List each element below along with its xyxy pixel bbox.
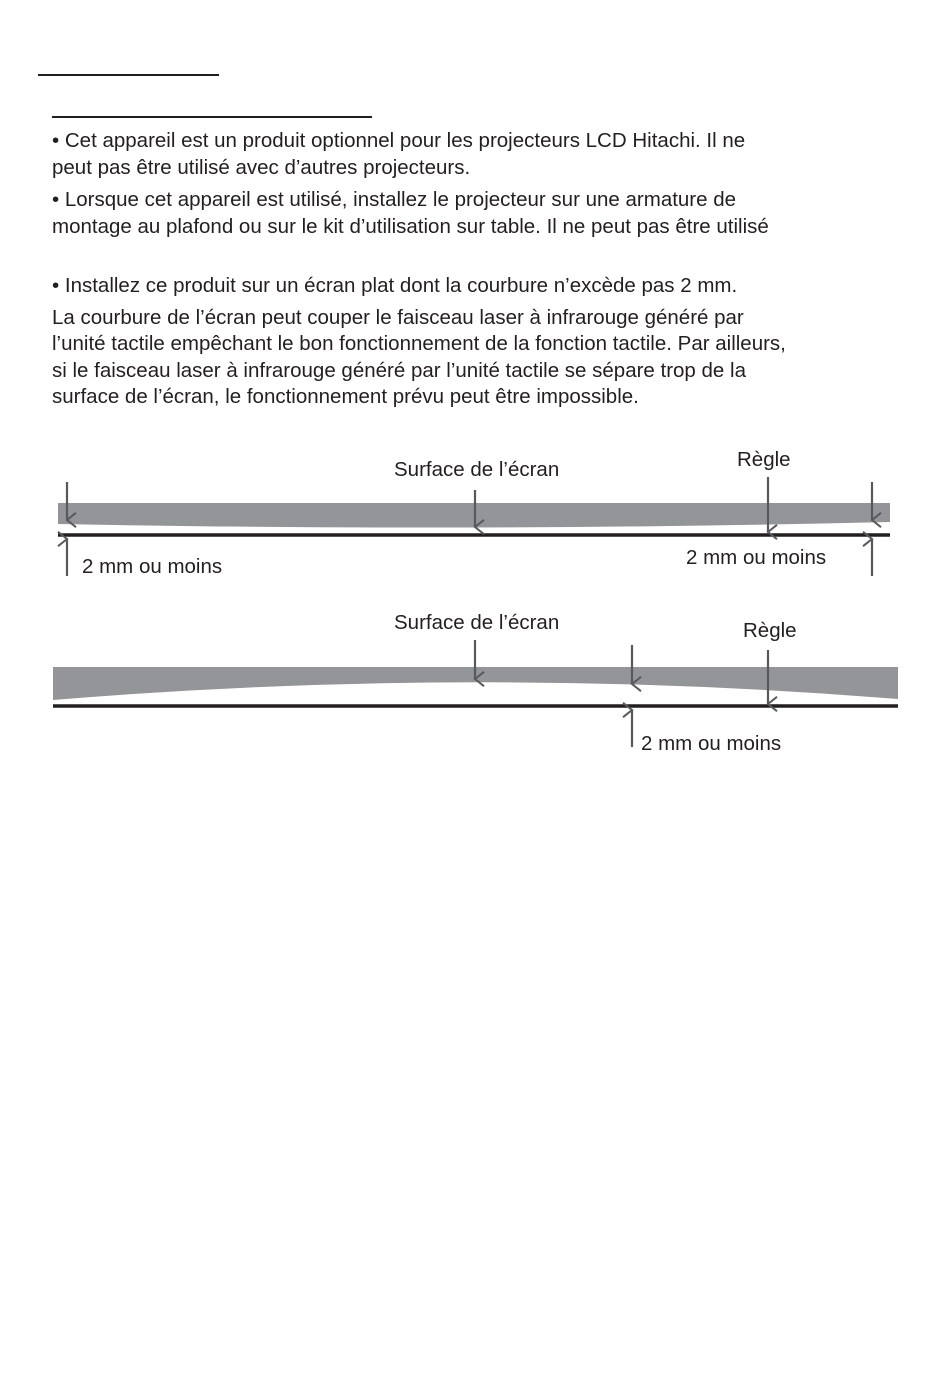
text-line: montage au plafond ou sur le kit d’utilisation sur table. Il ne peut pas être utilisé	[52, 214, 769, 238]
text-line: l’unité tactile empêchant le bon fonctionnement de la fonction tactile. Par ailleurs,	[52, 332, 786, 355]
ruler-label: Règle	[743, 619, 797, 642]
text-line: surface de l’écran, le fonctionnement prévu peut être impossible.	[52, 385, 639, 408]
surface-label: Surface de l’écran	[394, 611, 560, 634]
gap-label: 2 mm ou moins	[686, 546, 827, 569]
text-line: peut pas être utilisé avec d’autres projecteurs.	[52, 155, 471, 179]
text-line: • Installez ce produit sur un écran plat dont la courbure n’excède pas 2 mm.	[52, 274, 738, 297]
gap-label: 2 mm ou moins	[641, 732, 782, 755]
text-line: La courbure de l’écran peut couper le faisceau laser à infrarouge généré par	[52, 305, 744, 329]
text-line: • Lorsque cet appareil est utilisé, installez le projecteur sur une armature de	[52, 188, 737, 211]
gap-label: 2 mm ou moins	[82, 555, 223, 578]
text-line: • Cet appareil est un produit optionnel pour les projecteurs LCD Hitachi. Il ne	[52, 129, 746, 152]
text-line: si le faisceau laser à infrarouge généré par l’unité tactile se sépare trop de la	[52, 358, 746, 382]
surface-label: Surface de l’écran	[394, 458, 560, 481]
ruler-label: Règle	[737, 448, 791, 471]
